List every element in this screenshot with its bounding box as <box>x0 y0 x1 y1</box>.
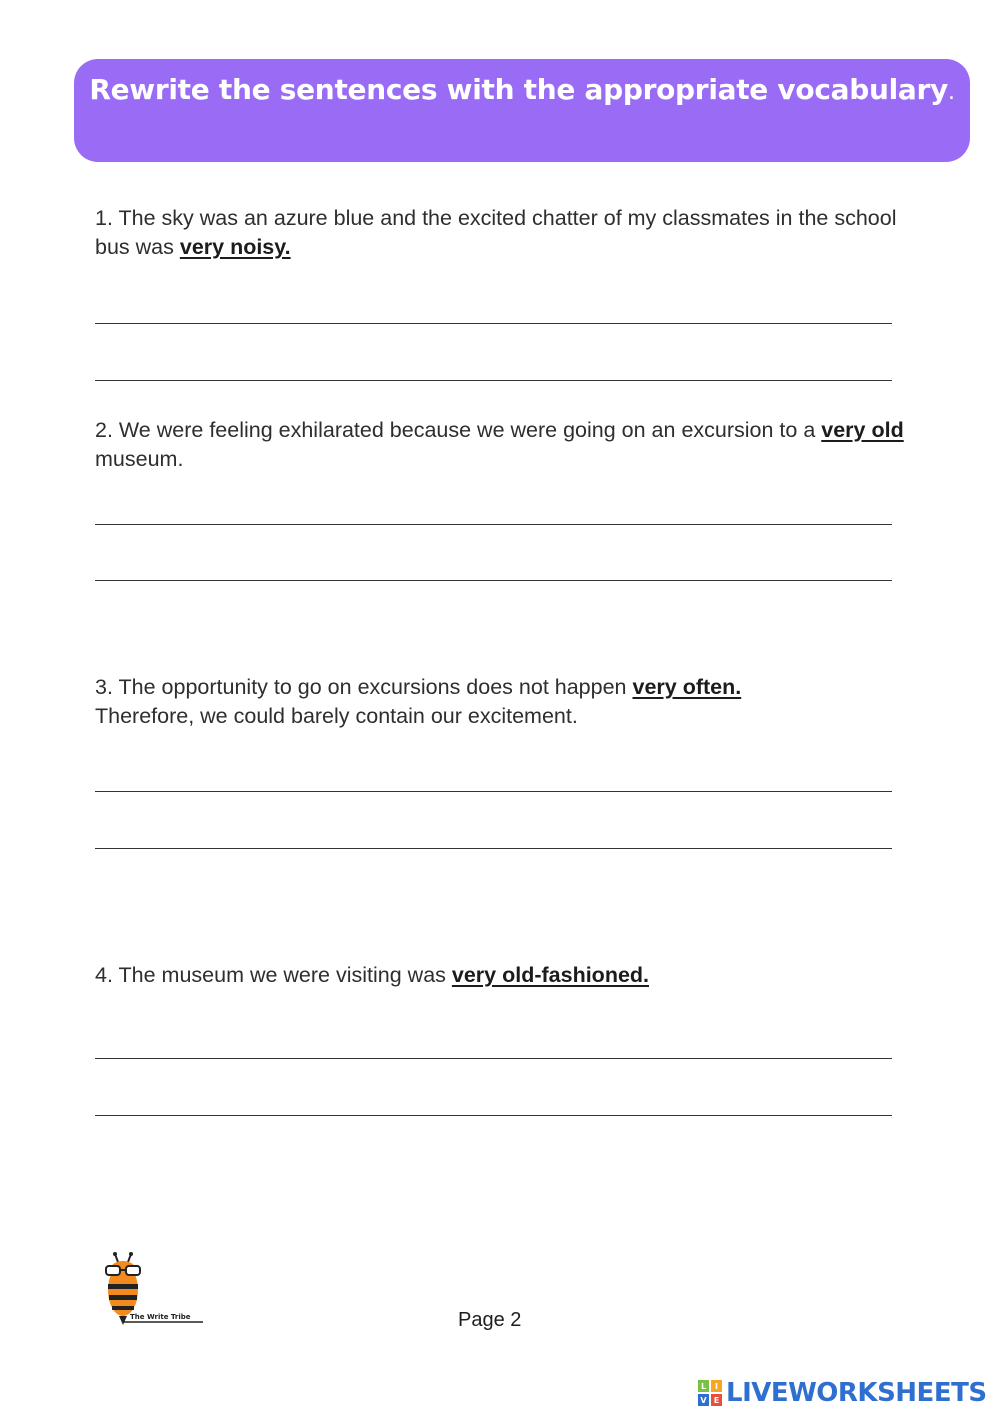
highlighted-phrase: very often. <box>632 675 742 699</box>
question-text: 2. We were feeling exhilarated because we were going on an excursion to a <box>95 418 822 442</box>
question-text-end: Therefore, we could barely contain our excitement. <box>95 704 578 728</box>
highlighted-phrase: very noisy. <box>179 235 291 259</box>
question-text: 1. The sky was an azure blue and the excited chatter of my classmates in the school bus was <box>95 206 897 259</box>
svg-text:V: V <box>700 1396 707 1405</box>
bee-icon <box>100 1252 210 1327</box>
svg-text:The Write Tribe: The Write Tribe <box>130 1313 191 1321</box>
question-text: 3. The opportunity to go on excursions does not happen <box>95 675 633 699</box>
answer-line-3a[interactable] <box>95 791 892 792</box>
question-2 <box>95 416 915 474</box>
svg-text:L: L <box>700 1382 707 1391</box>
question-text: 4. The museum we were visiting was <box>95 963 452 987</box>
write-tribe-logo <box>100 1252 210 1327</box>
answer-line-3b[interactable] <box>95 848 892 849</box>
svg-text:I: I <box>715 1382 718 1391</box>
question-1 <box>95 204 915 262</box>
svg-text:E: E <box>713 1396 720 1405</box>
liveworksheets-logo-icon <box>698 1380 722 1406</box>
page-number: Page 2 <box>458 1309 522 1331</box>
highlighted-phrase: very old <box>821 418 904 442</box>
title-banner <box>74 59 970 162</box>
page-title: Rewrite the sentences with the appropriate vocabulary. <box>89 73 955 106</box>
liveworksheets-brand <box>698 1376 987 1410</box>
answer-line-1b[interactable] <box>95 380 892 381</box>
question-4 <box>95 961 915 990</box>
highlighted-phrase: very old-fashioned. <box>451 963 650 987</box>
answer-line-4b[interactable] <box>95 1115 892 1116</box>
question-3 <box>95 673 815 731</box>
question-text-end: museum. <box>95 447 184 471</box>
answer-line-2a[interactable] <box>95 524 892 525</box>
answer-line-2b[interactable] <box>95 580 892 581</box>
brand-name: LIVEWORKSHEETS <box>726 1378 987 1408</box>
answer-line-1a[interactable] <box>95 323 892 324</box>
answer-line-4a[interactable] <box>95 1058 892 1059</box>
